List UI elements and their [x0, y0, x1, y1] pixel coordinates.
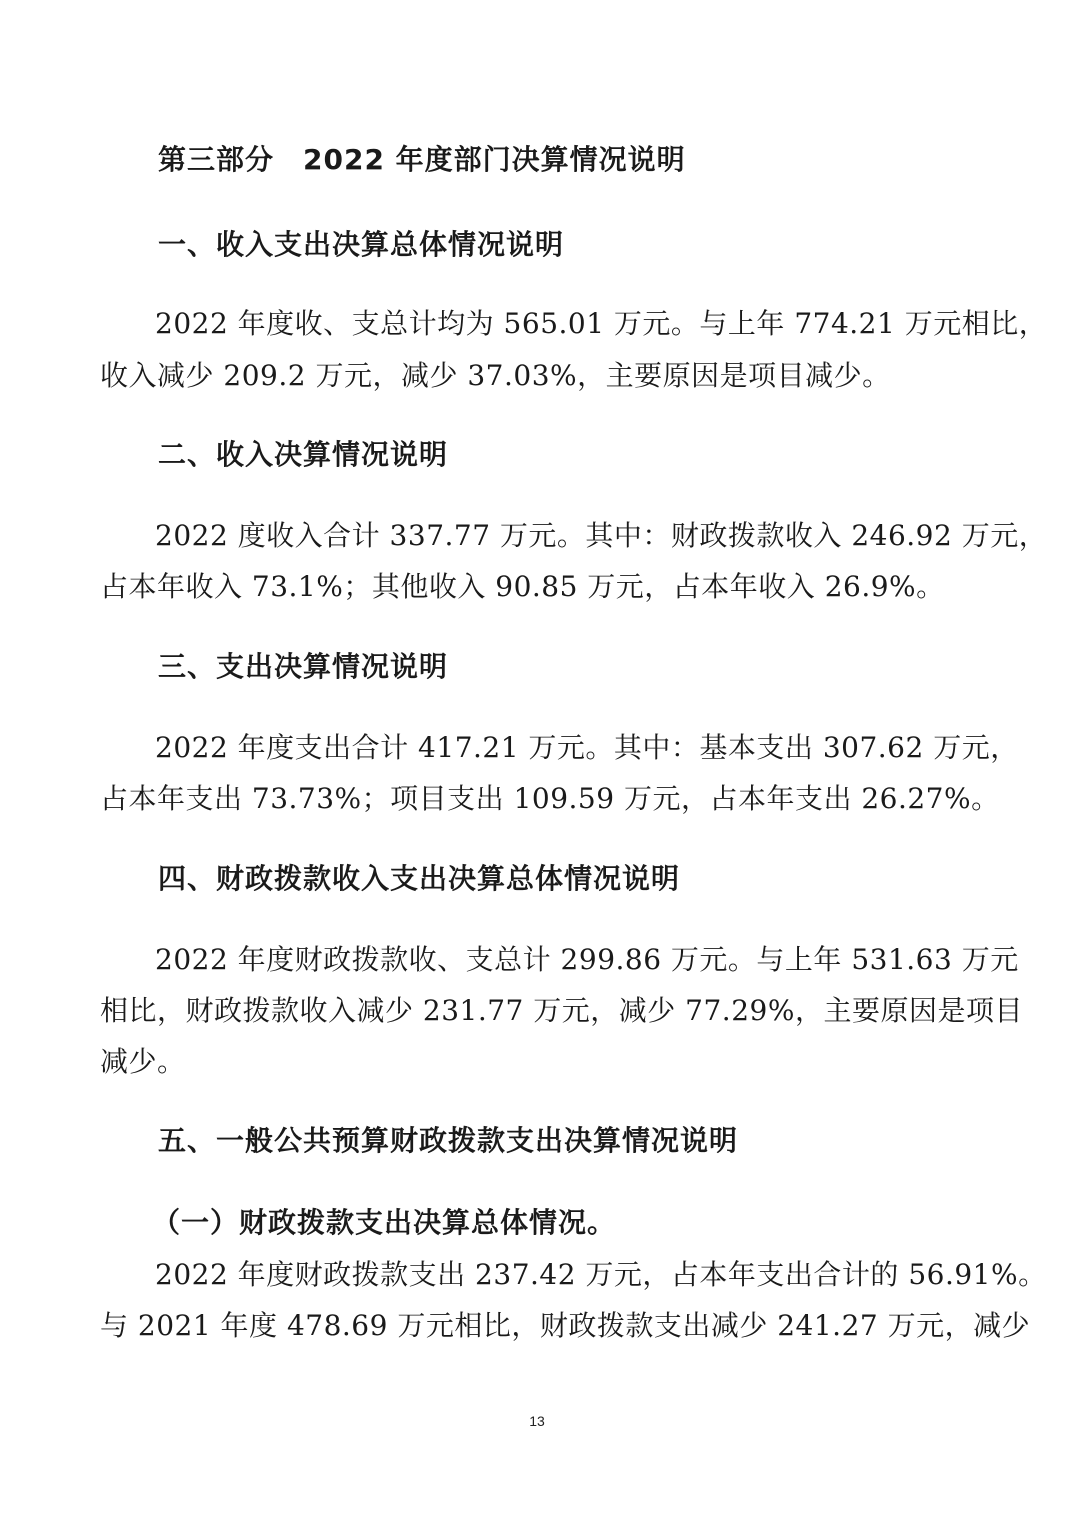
section-4-line-1: 2022 年度财政拨款收、支总计 299.86 万元。与上年 531.63 万元: [155, 943, 1019, 976]
section-2-line-1: 2022 度收入合计 337.77 万元。其中：财政拨款收入 246.92 万元，: [155, 519, 1048, 552]
section-1-line-2: 收入减少 209.2 万元，减少 37.03%，主要原因是项目减少。: [100, 359, 891, 392]
section-3-line-2: 占本年支出 73.73%；项目支出 109.59 万元，占本年支出 26.27%。: [100, 782, 1000, 815]
section-3-heading: 三、支出决算情况说明: [158, 650, 449, 683]
page-number: 13: [529, 1413, 545, 1429]
section-2-heading: 二、收入决算情况说明: [158, 438, 449, 471]
section-1-line-1: 2022 年度收、支总计均为 565.01 万元。与上年 774.21 万元相比，: [155, 307, 1048, 340]
section-5-heading: 五、一般公共预算财政拨款支出决算情况说明: [158, 1124, 739, 1157]
section-3-line-1: 2022 年度支出合计 417.21 万元。其中：基本支出 307.62 万元，: [155, 731, 1019, 764]
page-title: 第三部分 2022 年度部门决算情况说明: [158, 143, 686, 176]
section-1-heading: 一、收入支出决算总体情况说明: [158, 228, 565, 261]
section-2-line-2: 占本年收入 73.1%；其他收入 90.85 万元，占本年收入 26.9%。: [100, 570, 945, 603]
section-5-line-1: 2022 年度财政拨款支出 237.42 万元，占本年支出合计的 56.91%。: [155, 1258, 1047, 1291]
section-4-heading: 四、财政拨款收入支出决算总体情况说明: [158, 862, 681, 895]
section-5-line-2: 与 2021 年度 478.69 万元相比，财政拨款支出减少 241.27 万元，减少: [100, 1309, 1031, 1342]
section-5-subheading: （一）财政拨款支出决算总体情况。: [152, 1206, 617, 1239]
section-4-line-3: 减少。: [100, 1045, 186, 1078]
section-4-line-2: 相比，财政拨款收入减少 231.77 万元，减少 77.29%，主要原因是项目: [100, 994, 1023, 1027]
